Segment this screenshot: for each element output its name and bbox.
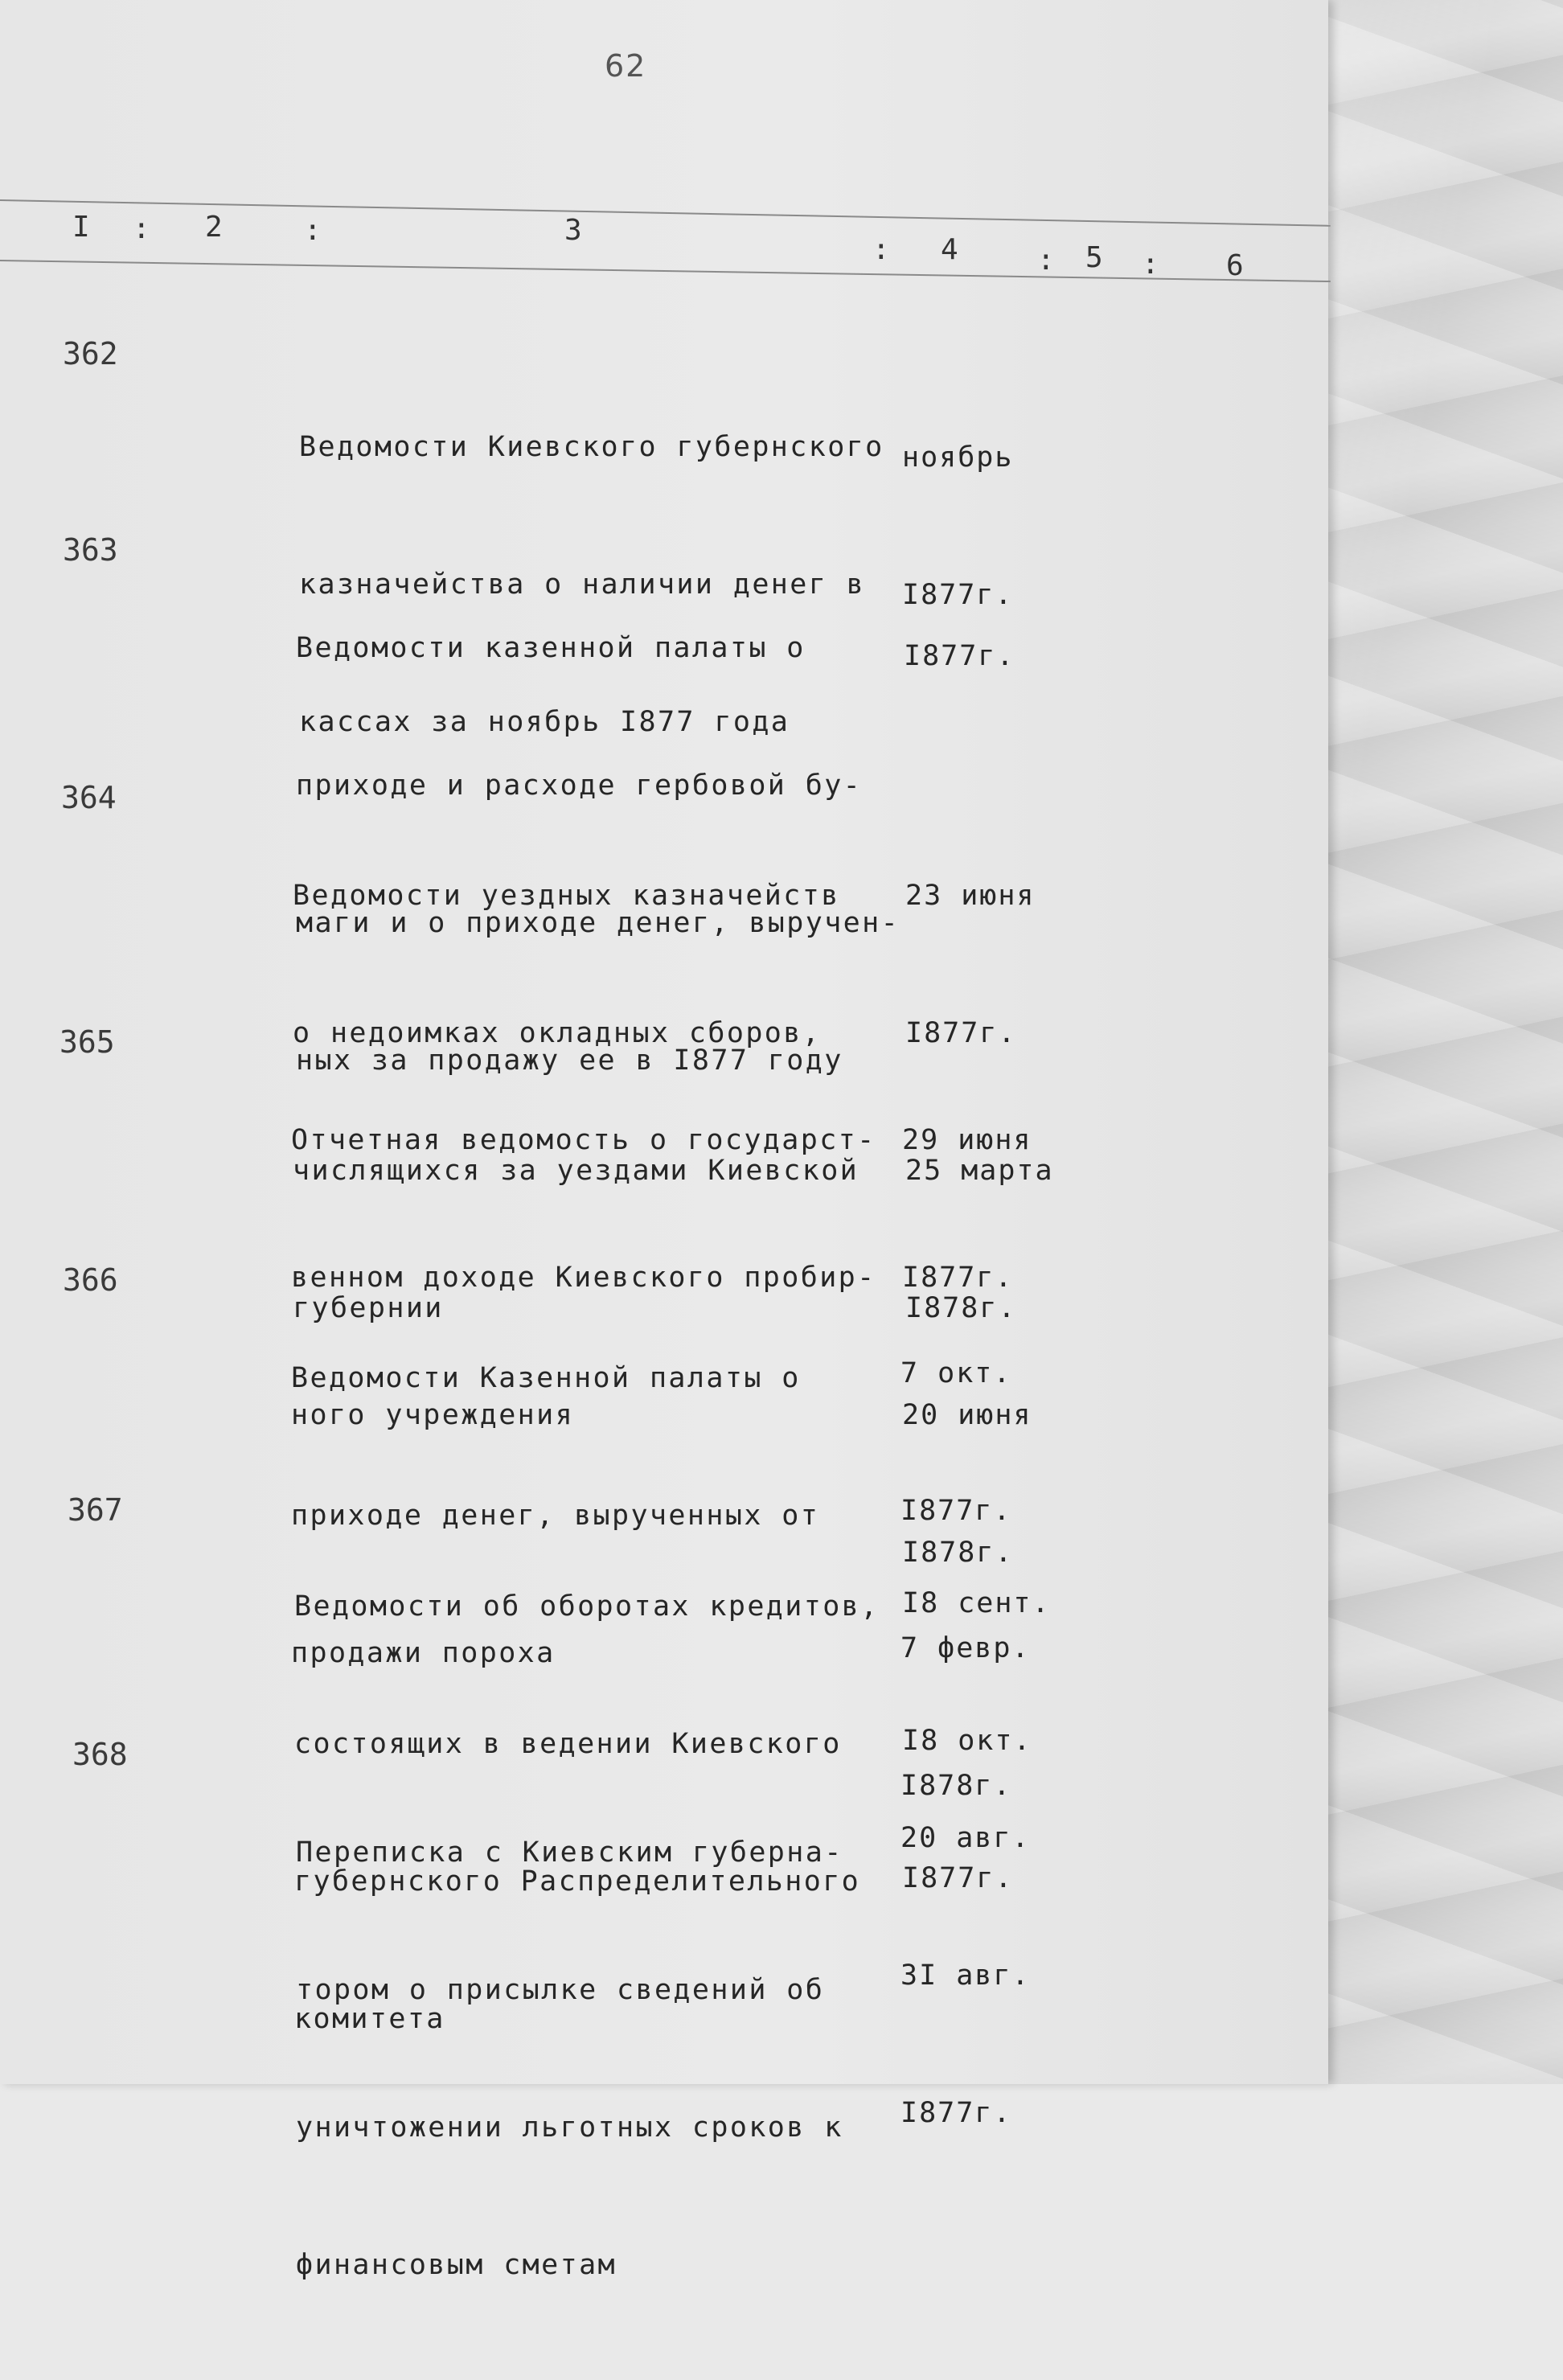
entry-dates-367: I8 сент. I8 окт. I877г. (902, 1587, 1051, 1894)
column-header-3: 3 (564, 214, 582, 247)
entry-number-366: 366 (63, 1262, 118, 1298)
column-separator: : (133, 212, 150, 245)
column-header-5: 5 (1085, 241, 1103, 274)
entry-description-367: Ведомости об оборотах кредитов, состоящих в ведении Киевского губернского Распределительного комитета (294, 1590, 880, 2035)
entry-description-368: Переписка с Киевским губерна- тором о присылке сведений об уничтожении льготных сроков к финансовым сметам (296, 1836, 843, 2281)
entry-number-362: 362 (63, 336, 118, 371)
column-separator: : (872, 233, 890, 266)
entry-number-363: 363 (63, 532, 118, 568)
entry-dates-366: 7 окт. I877г. 7 февр. I878г. (900, 1357, 1031, 1802)
column-header-1: I (72, 211, 90, 244)
entry-number-364: 364 (61, 780, 117, 815)
entry-number-367: 367 (68, 1492, 123, 1528)
entry-dates-365: 29 июня I877г. 20 июня I878г. (902, 1124, 1032, 1569)
entry-dates-368: 20 авг. 3I авг. I877г. (900, 1822, 1031, 2129)
column-separator: : (1037, 244, 1055, 277)
header-rule-top (0, 199, 1331, 227)
entry-description-362: Ведомости Киевского губернского казначейства о наличии денег в кассах за ноябрь I877 года (299, 431, 884, 738)
header-rule-bottom (0, 260, 1331, 282)
column-header-6: 6 (1226, 249, 1244, 282)
column-separator: : (1142, 248, 1159, 281)
entry-description-364: Ведомости уездных казначейств о недоимках окладных сборов, числящихся за уездами Киевской губернии (293, 880, 859, 1324)
column-header-4: 4 (941, 233, 958, 266)
entry-dates-363: I877г. (904, 640, 1015, 672)
entry-dates-364: 23 июня I877г. 25 марта I878г. (905, 880, 1054, 1324)
entry-description-363: Ведомости казенной палаты о приходе и расходе гербовой бу- маги и о приходе денег, выручен- ных за продажу ее в I877 году (296, 632, 900, 1077)
page-number: 62 (605, 48, 647, 84)
entry-number-365: 365 (59, 1024, 115, 1060)
entry-number-368: 368 (72, 1737, 128, 1772)
entry-description-366: Ведомости Казенной палаты о приходе денег, вырученных от продажи пороха (291, 1362, 820, 1669)
backing-paper (1319, 0, 1563, 2084)
column-separator: : (304, 214, 322, 247)
entry-dates-362: ноябрь I877г. (902, 441, 1014, 611)
entry-description-365: Отчетная ведомость о государст- венном доходе Киевского пробир- ного учреждения (291, 1124, 876, 1431)
column-header-2: 2 (205, 211, 223, 244)
